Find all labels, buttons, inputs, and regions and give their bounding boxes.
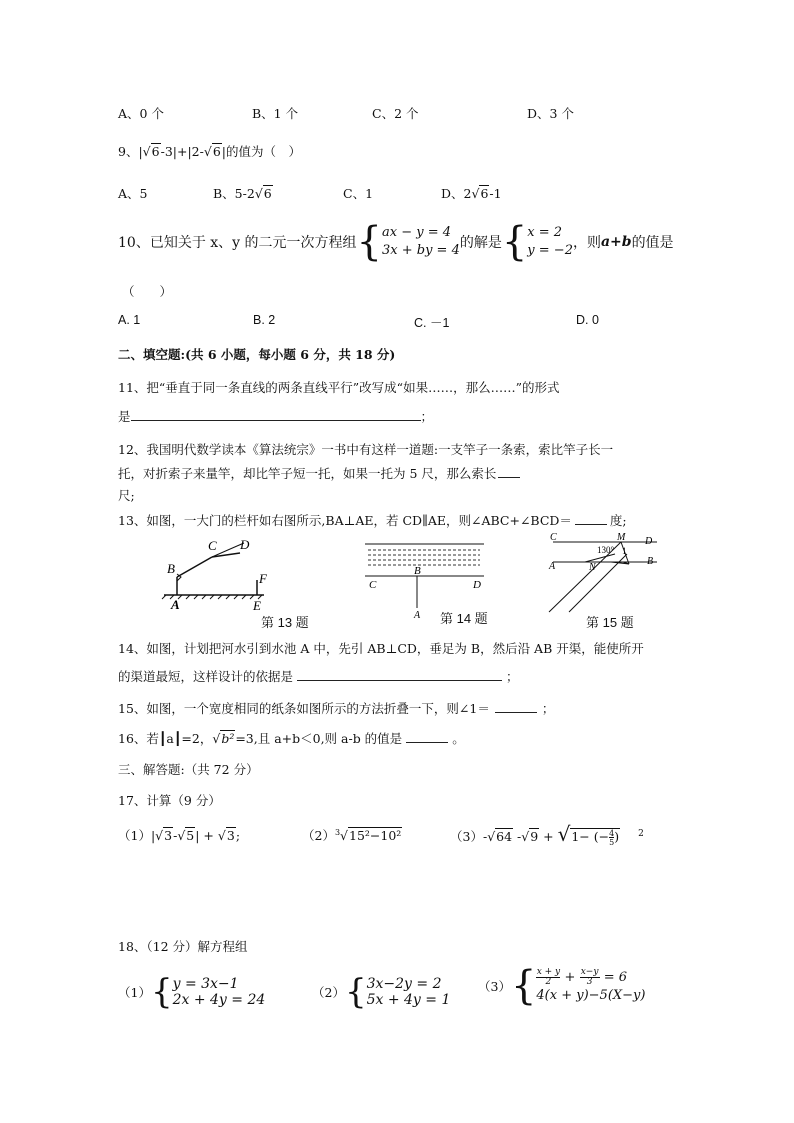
q10-stem: 10、已知关于 x、y 的二元一次方程组{ax − y = 4 3x + by = 4的解是{x = 2 y = −2，则a+b的值是: [118, 219, 674, 265]
fig15-label-c: C: [550, 532, 557, 543]
caption-fig15: 第 15 题: [586, 615, 634, 630]
fig13-label-a: A: [171, 597, 180, 612]
q9-option-a: A、5: [118, 186, 148, 201]
fig15-label-m: M: [617, 532, 626, 543]
q9-option-c: C、1: [343, 186, 374, 201]
q15-text: 15、如图，一个宽度相同的纸条如图所示的方法折叠一下，则∠1＝ ；: [118, 701, 555, 716]
q9-stem: 9、|√6-3|+|2-√6|的值为（ ）: [118, 144, 301, 159]
q17-part1: （1）|√3-√5| + √3;: [118, 828, 241, 843]
fig13-label-c: C: [208, 538, 217, 553]
q10-option-b: B. 2: [253, 313, 276, 327]
q16-text: 16、若┃a┃=2，√b²=3,且 a+b＜0,则 a-b 的值是 。: [118, 731, 465, 746]
q11-line2: 是 ；: [118, 409, 434, 424]
q18-part2: （2）{3x−2y = 2 5x + 4y = 1: [312, 972, 451, 1012]
q17-title: 17、计算（9 分）: [118, 793, 221, 808]
fig14-label-a: A: [414, 610, 421, 620]
q17-part2: $(2)^3√15^2-10^2$: [302, 827, 402, 843]
q14-line2: 的渠道最短，这样设计的依据是 ；: [118, 669, 519, 684]
q18-part1: （1）{y = 3x−1 2x + 4y = 24: [118, 972, 266, 1012]
q18-part3: $(3)\{\frac{x + y}{2} + \frac{x-y}{3} = 6$ 4(x + y)−5(X−y): [478, 963, 646, 1009]
fig14-label-d: D: [473, 579, 481, 591]
fig13-label-b: B: [167, 561, 175, 576]
q10-paren: （ ）: [122, 284, 173, 299]
figure-15: [545, 532, 665, 614]
q9-option-b: B、5-2√6: [213, 186, 272, 201]
figure-13: [160, 535, 280, 615]
fig15-label-1: 1: [622, 546, 627, 556]
q12-line1: 12、我国明代数学读本《算法统宗》一书中有这样一道题:一支竿子一条索，索比竿子长一: [118, 442, 614, 457]
q10-option-c: C. －1: [414, 316, 450, 330]
q8-option-a: A、0 个: [118, 106, 164, 121]
caption-fig14: 第 14 题: [440, 611, 488, 626]
fig15-label-b: B: [647, 556, 654, 567]
fig15-label-130: 130°: [597, 545, 615, 555]
section2-heading: 二、填空题:(共 6 小题，每小题 6 分，共 18 分): [118, 347, 396, 362]
q8-option-d: D、3 个: [527, 106, 574, 121]
fig14-label-b: B: [414, 565, 421, 577]
q8-option-c: C、2 个: [372, 106, 419, 121]
fig15-label-a: A: [549, 561, 556, 572]
q10-option-a: A. 1: [118, 313, 141, 327]
fig15-label-n: N: [589, 562, 596, 573]
q12-line3: 尺;: [118, 488, 135, 503]
fig13-label-e: E: [253, 598, 261, 613]
q18-title: 18、（12 分）解方程组: [118, 939, 248, 954]
section3-heading: 三、解答题:（共 72 分）: [118, 762, 259, 777]
q11-line1: 11、把“垂直于同一条直线的两条直线平行”改写成“如果……，那么……”的形式: [118, 380, 560, 395]
q10-option-d: D. 0: [576, 313, 599, 327]
q9-option-d: D、2√6-1: [441, 186, 502, 201]
q17-part3: （3）-√64 $-√9 + √1- (-\frac{4}{5})$ $^2$: [450, 822, 644, 847]
q13-text: 13、如图，一大门的栏杆如右图所示,BA⊥AE，若 CD∥AE，则∠ABC+∠BCD＝ 度;: [118, 513, 627, 528]
fig13-label-f: F: [259, 571, 267, 586]
fig13-label-d: D: [240, 537, 250, 552]
q8-option-b: B、1 个: [252, 106, 299, 121]
fig15-label-d: D: [645, 536, 653, 547]
caption-fig13: 第 13 题: [261, 615, 309, 630]
fig14-label-c: C: [369, 579, 377, 591]
q14-line1: 14、如图，计划把河水引到水池 A 中，先引 AB⊥CD，垂足为 B，然后沿 AB 开渠，能使所开: [118, 641, 644, 656]
q12-line2: 托，对折索子来量竿，却比竿子短一托，如果一托为 5 尺，那么索长: [118, 464, 522, 482]
